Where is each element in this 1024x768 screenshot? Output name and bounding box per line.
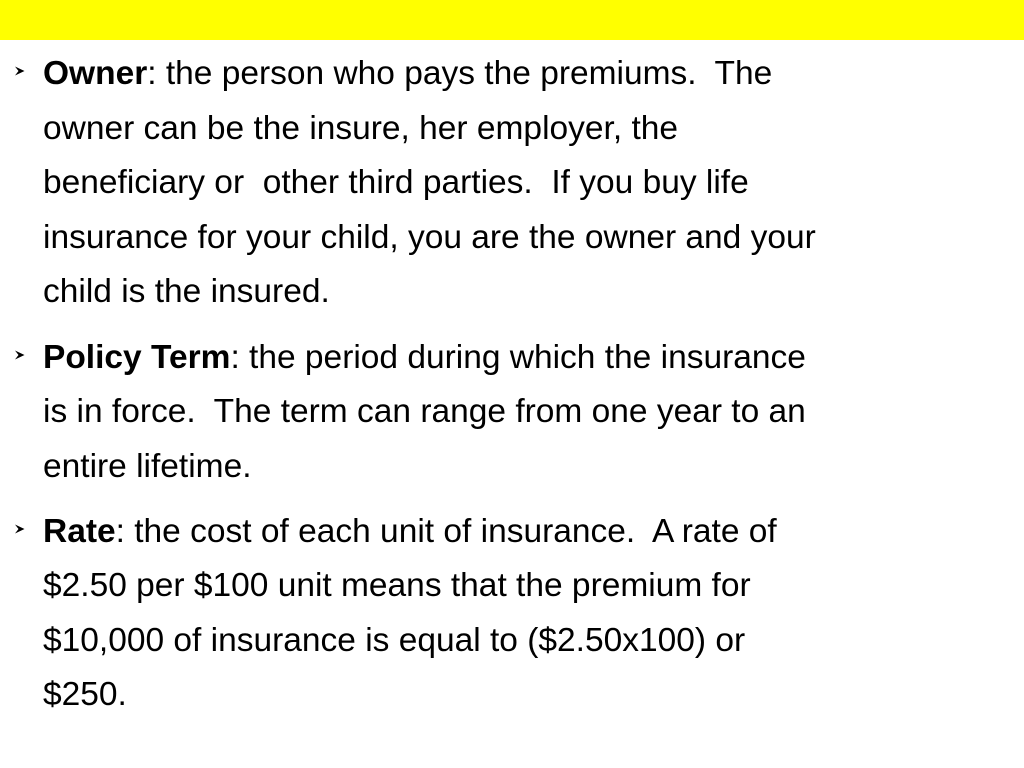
- bullet-text: : the period during which the insurance: [230, 339, 806, 376]
- bullet-line: [43, 56, 772, 92]
- bullet-text: : the person who pays the premiums. The: [147, 55, 773, 92]
- arrow-bullet-icon: [14, 340, 26, 366]
- arrow-bullet-icon: [14, 56, 26, 82]
- bullet-line: $10,000 of insurance is equal to ($2.50x100) or: [43, 622, 746, 659]
- bullet-line: [43, 514, 777, 550]
- bullet-text: : the cost of each unit of insurance. A rate of: [115, 513, 777, 550]
- bullet-term: Policy Term: [43, 339, 231, 376]
- bullet-line: entire lifetime.: [43, 448, 252, 485]
- bullet-line: [43, 340, 806, 376]
- bullet-line: child is the insured.: [43, 273, 330, 310]
- bullet-line: owner can be the insure, her employer, the: [43, 110, 679, 147]
- arrow-bullet-icon: [14, 514, 26, 540]
- bullet-line: $250.: [43, 676, 127, 713]
- bullet-line: beneficiary or other third parties. If you buy life: [43, 164, 749, 201]
- bullet-line: insurance for your child, you are the owner and your: [43, 219, 816, 256]
- bullet-term: Owner: [43, 55, 148, 92]
- bullet-line: $2.50 per $100 unit means that the premium for: [43, 567, 751, 604]
- bullet-line: is in force. The term can range from one year to an: [43, 393, 806, 430]
- bullet-term: Rate: [43, 513, 116, 550]
